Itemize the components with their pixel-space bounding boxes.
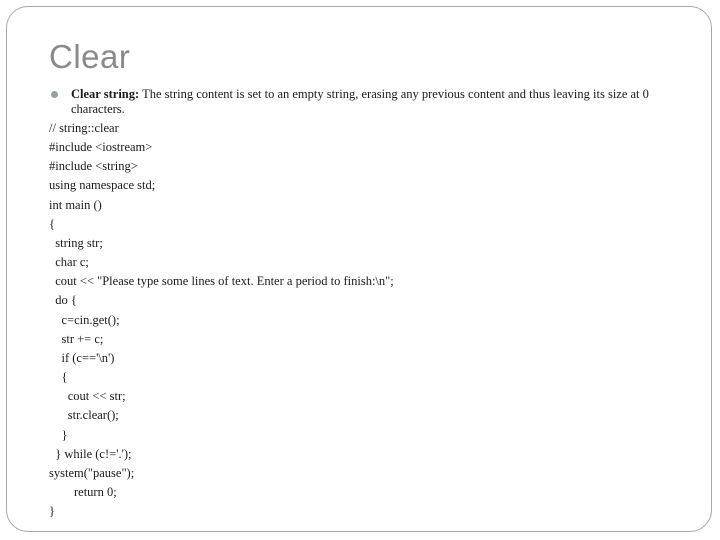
slide-frame [6, 6, 712, 532]
slide-title: Clear [49, 38, 131, 75]
bullet-dot-icon [51, 91, 58, 98]
bullet-text [71, 87, 671, 117]
bullet-lead: Clear string: [71, 87, 140, 101]
code-listing: // string::clear #include <iostream> #include <string> using namespace std; int main () { string str; char c; cout << "Please type some lines of text. Enter a period to finish:\n"; do { c=cin.get(); str += c; if (c=='\n') { cout << str; str.clear(); } } while (c!='.'); system("pause"); return 0; } [49, 121, 394, 519]
bullet-body: The string content is set to an empty string, erasing any previous content and thus leaving its size at 0 characters. [71, 87, 649, 116]
